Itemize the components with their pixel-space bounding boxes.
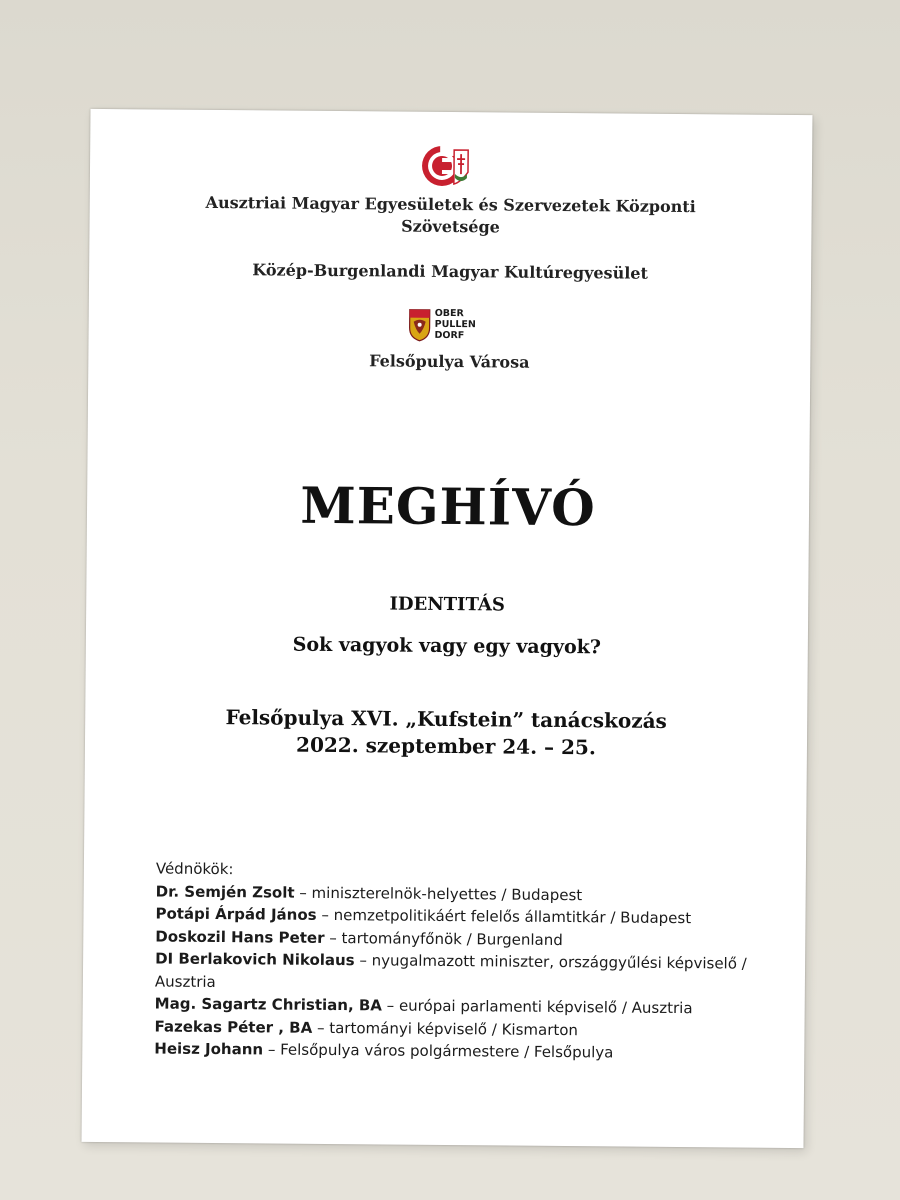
city-logo-line: OBER [434,307,464,320]
patron-role: – miniszterelnök-helyettes / Budapest [294,883,583,904]
patron-name: Fazekas Péter , BA [154,1016,313,1037]
patron-name: DI Berlakovich Nikolaus [155,949,355,970]
hungarian-association-emblem-icon [420,140,472,192]
patron-name: Potápi Árpád János [155,904,317,924]
city-logo-line: PULLEN [434,318,476,331]
event-name: Felsőpulya XVI. „Kufstein” tanácskozás [225,705,667,733]
city-logo [408,308,508,345]
event-details [85,703,807,763]
patron-role: – tartományi képviselő / Kismarton [312,1018,579,1039]
patron-entry [155,947,755,997]
patrons-heading: Védnökök: [155,859,234,879]
patron-role: – európai parlamenti képviselő / Ausztria [381,996,693,1018]
patron-role: – tartományfőnök / Burgenland [324,928,563,949]
patron-entry [154,1037,754,1065]
event-question: Sok vagyok vagy egy vagyok? [292,633,602,659]
patrons-section [154,857,756,1065]
event-date: 2022. szeptember 24. – 25. [295,732,596,760]
city-logo-line: DORF [434,329,465,342]
patron-name: Doskozil Hans Peter [155,926,325,947]
patron-name: Mag. Sagartz Christian, BA [154,994,383,1015]
patron-role: – nyugalmazott miniszter, országgyűlési képviselő / Ausztria [154,951,747,991]
event-subtitle: IDENTITÁS [389,593,506,616]
invitation-title: MEGHÍVÓ [300,475,596,538]
patron-name: Dr. Semjén Zsolt [155,881,295,902]
patron-role: – nemzetpolitikáért felelős államtitkár / Budapest [316,905,692,928]
organizer-second: Közép-Burgenlandi Magyar Kultúregyesület [252,260,648,283]
invitation-card [82,109,813,1148]
patron-name: Heisz Johann [154,1039,264,1059]
city-logo-text [435,308,477,341]
patron-role: – Felsőpulya város polgármestere / Felsőpulya [263,1040,614,1062]
organizer-third: Felsőpulya Városa [369,351,530,372]
organizer-main: Ausztriai Magyar Egyesületek és Szervezetek Központi Szövetsége [205,192,696,237]
oberpullendorf-coat-of-arms-icon [409,308,431,342]
